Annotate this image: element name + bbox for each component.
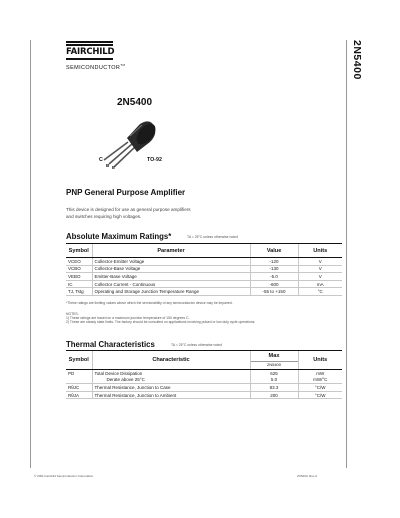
right-margin-rule <box>346 40 347 468</box>
abs-max-table <box>66 243 342 296</box>
col-parameter: Parameter <box>92 244 250 258</box>
to92-package-drawing <box>100 112 210 172</box>
table-row: PD Total Device Dissipation 625 mW <box>66 370 342 377</box>
table-row: RθJA Thermal Resistance, Junction to Ambient 200 °C/W <box>66 391 342 399</box>
abs-max-heading: Absolute Maximum Ratings* <box>66 232 172 241</box>
col-symbol: Symbol <box>66 244 92 258</box>
table-row: TJ, Tstg Operating and Storage Junction Temperature Range -55 to +150 °C <box>66 288 342 296</box>
table-row: Derate above 25°C 5.0 mW/°C <box>66 377 342 384</box>
table-row: VEBO Emitter-Base Voltage -5.0 V <box>66 273 342 281</box>
footer-copyright: © 2001 Fairchild Semiconductor Corporation <box>34 474 94 478</box>
left-margin-rule <box>30 40 31 468</box>
thermal-heading: Thermal Characteristics <box>66 340 155 349</box>
abs-max-star-note: *These ratings are limiting values above which the serviceability of any semiconductor device may be impaired. <box>66 301 233 305</box>
col-units: Units <box>298 244 342 258</box>
table-header-row <box>66 244 342 258</box>
pin-label-b: B <box>106 163 110 168</box>
logo-subtext: SEMICONDUCTOR™ <box>66 63 126 71</box>
fairchild-logo <box>66 41 113 62</box>
device-description: This device is designed for use as general purpose amplifiers and switches requiring high voltages. <box>66 207 191 219</box>
thermal-table <box>66 350 342 399</box>
col-value: Value <box>250 244 298 258</box>
table-row: VCEO Collector-Emitter Voltage -120 V <box>66 258 342 266</box>
col-symbol: Symbol <box>66 351 92 370</box>
logo-text: FAIRCHILD <box>66 47 115 57</box>
col-max: Max 2N5400 <box>250 351 298 370</box>
abs-max-condition: TA = 25°C unless otherwise noted <box>187 235 238 239</box>
side-part-number: 2N5400 <box>351 40 363 80</box>
table-row: IC Collector Current - Continuous -600 mA <box>66 280 342 288</box>
thermal-condition: TA = 25°C unless otherwise noted <box>171 343 222 347</box>
part-number: 2N5400 <box>117 97 153 108</box>
table-header-row <box>66 351 342 370</box>
abs-max-notes: NOTES: 1) These ratings are based on a maximum junction temperature of 150 degrees C. 2) These are steady state limits. The factory should be consulted on applications involving pulsed or low duty cycle operations. <box>66 312 256 325</box>
col-characteristic: Characteristic <box>92 351 250 370</box>
col-units: Units <box>298 351 342 370</box>
max-subheader: 2N5400 <box>251 361 298 367</box>
pin-label-c: C <box>99 157 103 163</box>
table-row: VCBO Collector-Base Voltage -130 V <box>66 265 342 273</box>
package-name: TO-92 <box>147 157 162 163</box>
table-row: RθJC Thermal Resistance, Junction to Case 83.3 °C/W <box>66 384 342 392</box>
pin-label-e: E <box>112 165 116 170</box>
device-title: PNP General Purpose Amplifier <box>66 188 186 197</box>
footer-revision: 2N5400, Rev A <box>297 474 318 478</box>
